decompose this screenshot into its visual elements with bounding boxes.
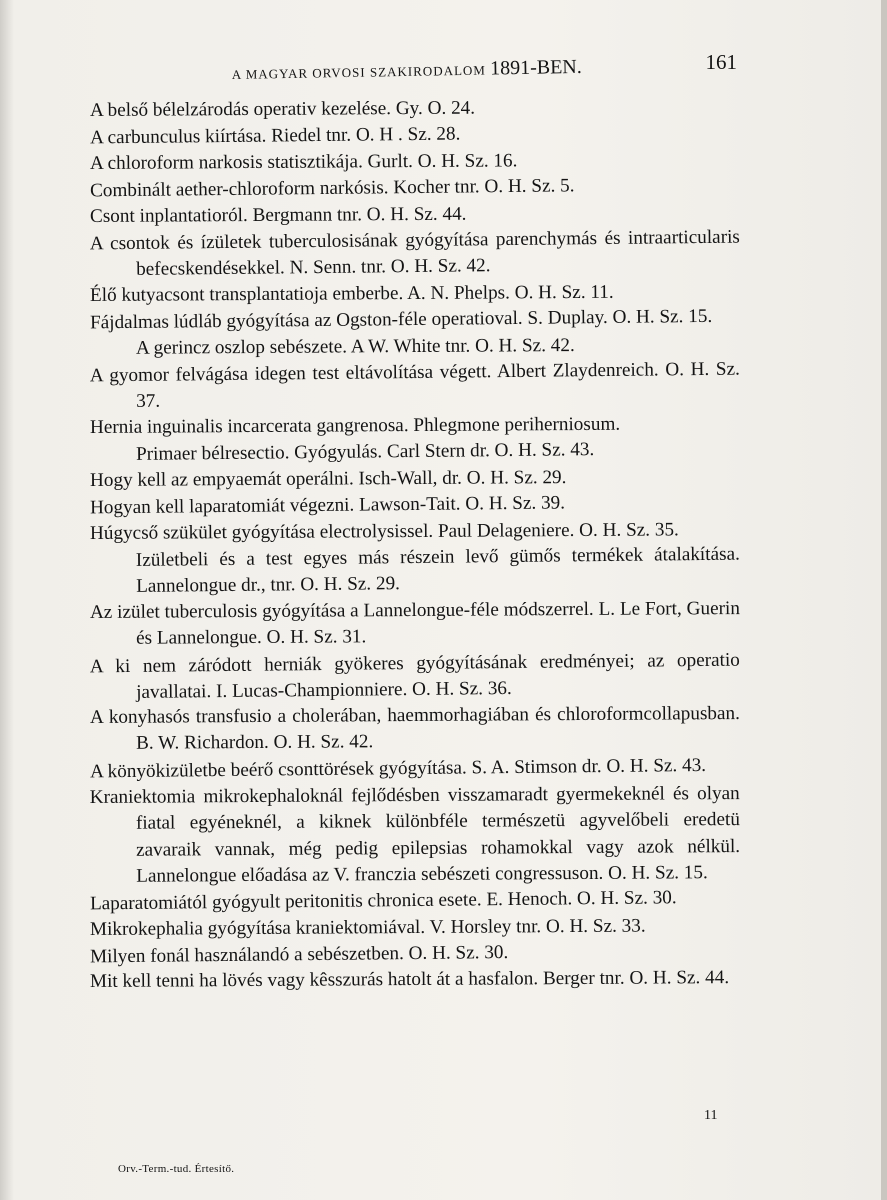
entry-text: A belső bélelzárodás operativ kezelése. Gy. O. 24.	[89, 97, 476, 121]
running-title-text: A MAGYAR ORVOSI SZAKIRODALOM	[231, 62, 487, 83]
entry-text: A csontok és ízületek tuberculosisának gyógyítása parenchymás és intraarticularis befecskendésekkel. N. Senn. tnr. O. H. Sz. 42.	[89, 226, 740, 281]
entry-text: A gerincz oszlop sebészete. A W. White tnr. O. H. Sz. 42.	[135, 334, 575, 359]
running-title-year: 1891-BEN.	[489, 55, 582, 80]
entry-text: Combinált aether-chloroform narkósis. Kocher tnr. O. H. Sz. 5.	[89, 175, 575, 202]
entry-text: A gyomor felvágása idegen test eltávolítása végett. Albert Zlaydenreich. O. H. Sz. 37.	[89, 358, 740, 413]
entry-text: Mikrokephalia gyógyítása kraniektomiával. V. Horsley tnr. O. H. Sz. 33.	[89, 915, 646, 940]
entry-text: Mit kell tenni ha lövés vagy kêsszurás hatolt át a hasfalon. Berger tnr. O. H. Sz. 44.	[89, 967, 730, 993]
running-title	[232, 56, 582, 85]
list-item	[90, 596, 740, 653]
entry-text: Fájdalmas lúdláb gyógyítása az Ogston-féle operatioval. S. Duplay. O. H. Sz. 15.	[89, 306, 713, 334]
entry-text: Izületbeli és a test egyes más részein levő gümős termékek átalakítása. Lannelongue dr., tnr. O. H. Sz. 29.	[135, 543, 740, 598]
list-item	[90, 701, 740, 758]
entry-text: Primaer bélresectio. Gyógyulás. Carl Stern dr. O. H. Sz. 43.	[135, 439, 595, 466]
page-number: 161	[705, 50, 737, 74]
entry-text: Hernia inguinalis incarcerata gangrenosa. Phlegmone periherniosum.	[89, 413, 621, 438]
list-item	[90, 225, 741, 285]
entry-text: Hogyan kell laparatomiát végezni. Lawson-Tait. O. H. Sz. 39.	[89, 492, 566, 519]
entry-text: Élő kutyacsont transplantatioja emberbe. A. N. Phelps. O. H. Sz. 11.	[89, 281, 614, 306]
page-edge	[881, 0, 887, 1200]
list-item	[90, 542, 741, 602]
entry-text: A ki nem záródott herniák gyökeres gyógyításának eredményei; az operatio javallatai. I. Lucas-Championniere. O. H. Sz. 36.	[89, 649, 740, 703]
list-item	[90, 357, 741, 417]
signature-mark: Orv.-Term.-tud. Értesítő.	[118, 1163, 235, 1175]
bibliography-list	[90, 96, 740, 994]
entry-text: Húgycső szükület gyógyítása electrolysissel. Paul Delageniere. O. H. Sz. 35.	[89, 518, 679, 544]
list-item	[90, 781, 741, 891]
entry-text: Kraniektomia mikrokephaloknál fejlődésben visszamaradt gyermekeknél és olyan fiatal egyéneknél, a kiknek különbféle természetü agyvelőbeli eredetü zavaraik vannak, még pedig epilepsias rohamokkal vagy azok nélkül. Lannelongue előadása az V. franczia sebészeti congressuson. O. H. Sz. 15.	[89, 782, 741, 887]
entry-text: Az izület tuberculosis gyógyítása a Lannelongue-féle módszerrel. L. Le Fort, Guerin és Lannelongue. O. H. Sz. 31.	[89, 597, 740, 649]
entry-text: Laparatomiától gyógyult peritonitis chronica esete. E. Henoch. O. H. Sz. 30.	[89, 887, 677, 915]
list-item	[90, 965, 740, 995]
entry-text: Csont inplantatioról. Bergmann tnr. O. H. Sz. 44.	[89, 203, 467, 227]
sheet-number: 11	[704, 1108, 718, 1123]
list-item	[90, 647, 741, 707]
entry-text: Milyen fonál használandó a sebészetben. O. H. Sz. 30.	[89, 942, 509, 968]
entry-text: A carbunculus kiírtása. Riedel tnr. O. H . Sz. 28.	[89, 123, 461, 149]
entry-text: Hogy kell az empyaemát operálni. Isch-Wall, dr. O. H. Sz. 29.	[89, 466, 567, 491]
entry-text: A konyhasós transfusio a cholerában, haemmorhagiában és chloroformcollapusban. B. W. Richardon. O. H. Sz. 42.	[89, 703, 740, 755]
entry-text: A chloroform narkosis statisztikája. Gurlt. O. H. Sz. 16.	[89, 150, 518, 174]
entry-text: A könyökizületbe beérő csonttörések gyógyítása. S. A. Stimson dr. O. H. Sz. 43.	[89, 755, 707, 783]
page-header	[0, 48, 887, 88]
